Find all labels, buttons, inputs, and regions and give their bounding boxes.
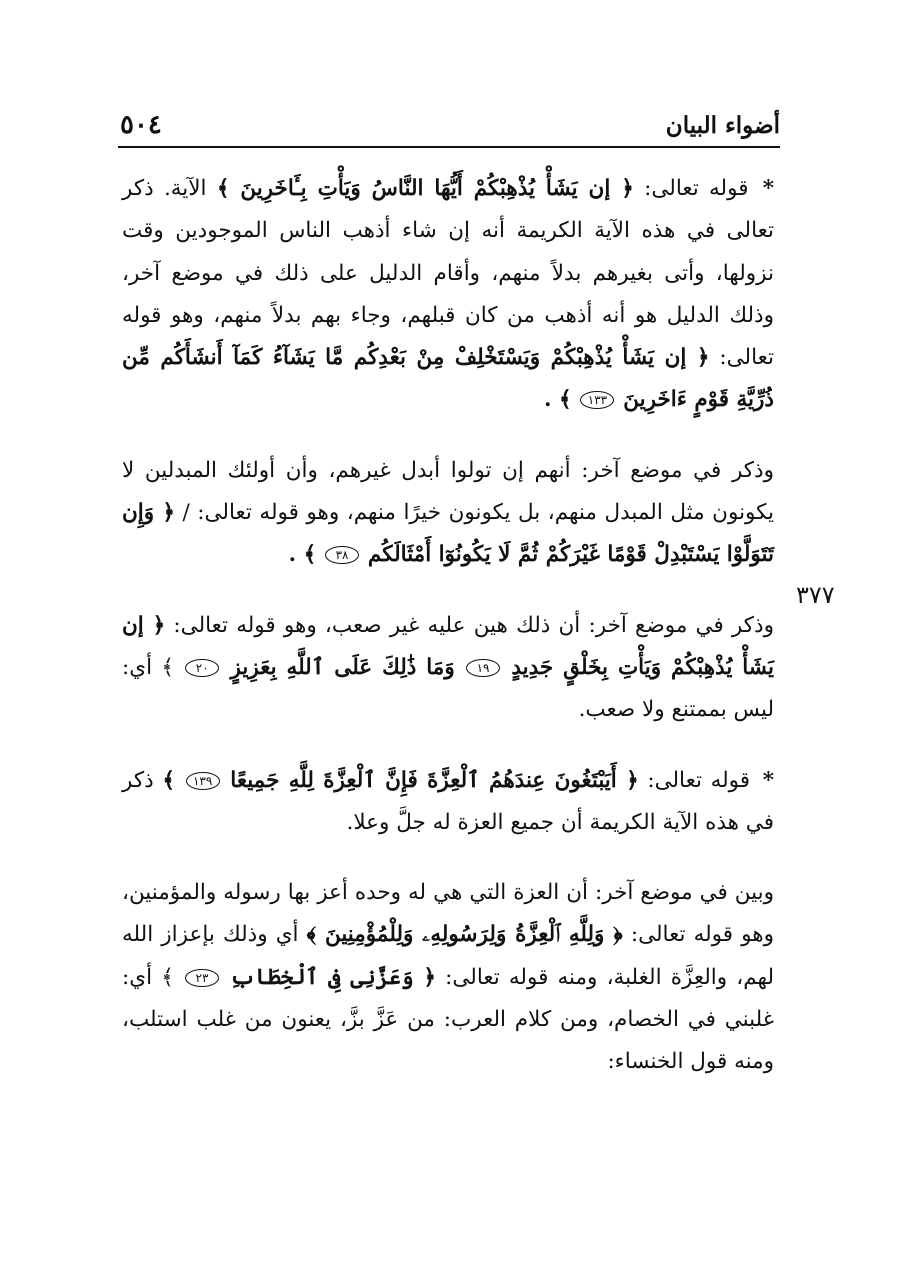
verse-number: ١٩ — [466, 659, 500, 677]
paragraph — [122, 605, 774, 732]
quran-end: ﴾ . — [288, 542, 317, 568]
verse-number: ١٣٣ — [580, 391, 614, 409]
paragraph — [122, 450, 774, 577]
section-marker: * — [762, 767, 774, 793]
quran-verse: ﴿ وَإِن تَتَوَلَّوْا يَسْتَبْدِلْ قَوْمًا غَيْرَكُمْ ثُمَّ لَا يَكُونُوٓا أَمْثَالَكُم — [122, 500, 774, 568]
paragraph — [122, 760, 774, 845]
quran-verse: ﴿ إن يَشَأْ يُذْهِبْكُمْ وَيَأْتِ بِخَلْقٍ جَدِيدٍ — [122, 612, 774, 680]
verse-number: ٣٨ — [325, 546, 359, 564]
verse-number: ٢٣ — [185, 969, 219, 987]
margin-page-number: ٣٧٧ — [796, 581, 835, 609]
quran-verse: ﴿ وَلِلَّهِ ٱلْعِزَّةُ وَلِرَسُولِهِۦ وَلِلْمُؤْمِنِينَ ﴾ — [306, 922, 623, 948]
quran-verse: ﴿ أَيَبْتَغُونَ عِندَهُمُ ٱلْعِزَّةَ فَإِنَّ ٱلْعِزَّةَ لِلَّهِ جَمِيعًا — [230, 767, 639, 793]
paragraph-text: أي وذلك بإعزاز الله لهم، والعِزَّة الغلبة، ومنه قوله تعالى: — [122, 922, 774, 990]
paragraph-text: وذكر في موضع آخر: أنهم إن تولوا أبدل غيرهم، وأن أولئك المبدلين لا يكونون مثل المبدل منهم، بل يكونون خيرًا منهم، وهو قوله تعالى: / — [122, 457, 775, 526]
quran-verse: ﴿ إن يَشَأْ يُذْهِبْكُمْ وَيَسْتَخْلِفْ مِنْ بَعْدِكُم مَّا يَشَآءُ كَمَآ أَنشَأَكُم مِّن ذُرِّيَّةِ قَوْمٍ ءَاخَرِينَ — [122, 345, 774, 413]
quran-verse: ﴿ إن يَشَأْ يُذْهِبْكُمْ أَيُّهَا النَّاسُ وَيَأْتِ بِـَٔاخَرِينَ ﴾ — [216, 176, 634, 201]
quran-end: ﴾ . — [544, 387, 572, 413]
section-marker: * — [762, 176, 775, 201]
header-divider — [118, 146, 780, 148]
quran-verse: وَمَا ذَٰلِكَ عَلَى ٱللَّهِ بِعَزِيزٍ — [230, 654, 455, 680]
book-title: أضواء البيان — [665, 111, 780, 139]
paragraph-text: ذكر في هذه الآية الكريمة أن جميع العزة له جلَّ وعلا. — [122, 767, 774, 835]
paragraph-text: قوله تعالى: — [644, 176, 749, 201]
quran-end: ﴾ — [162, 767, 175, 793]
body-text — [122, 168, 774, 1084]
paragraph — [122, 872, 774, 1083]
paragraph-text: وبين في موضع آخر: أن العزة التي هي له وحده أعز بها رسوله والمؤمنين، وهو قوله تعالى: — [122, 880, 774, 948]
paragraph — [122, 168, 774, 422]
verse-number: ٢٠ — [185, 659, 219, 677]
paragraph-text: قوله تعالى: — [647, 767, 751, 793]
page-header — [120, 108, 780, 142]
paragraph-text: الآية. ذكر تعالى في هذه الآية الكريمة أنه إن شاء أذهب الناس الموجودين وقت نزولها، وأتى بغيرهم بدلاً منهم، وأقام الدليل على ذلك في موضع آخر، وذلك الدليل هو أنه أذهب من كان قبلهم، وجاء بهم بدلاً منهم، وهو قوله تعالى: — [122, 176, 774, 371]
quran-verse: ﴿ وَعَزَّنِى فِى ٱلْخِطَابِ — [230, 964, 436, 990]
paragraph-text: وذكر في موضع آخر: أن ذلك هين عليه غير صعب، وهو قوله تعالى: — [173, 612, 774, 638]
verse-number: ١٣٩ — [186, 772, 220, 790]
page-number: ٥٠٤ — [120, 110, 162, 140]
paragraph-text: ﴾ أي: ليس بممتنع ولا صعب. — [122, 654, 774, 723]
paragraph-text: ﴾ أي: غلبني في الخصام، ومن كلام العرب: من عَزَّ بزَّ، يعنون من غلب استلب، ومنه قول الخنساء: — [122, 964, 774, 1075]
